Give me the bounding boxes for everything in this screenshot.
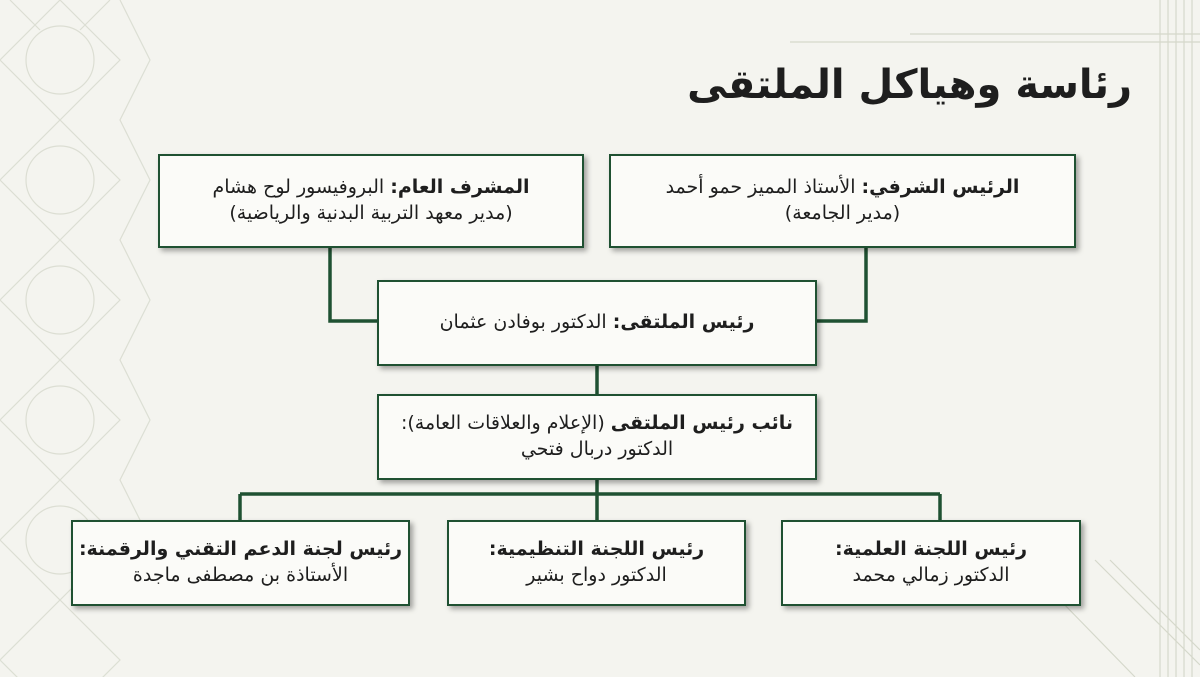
technical-committee-label: رئيس لجنة الدعم التقني والرقمنة: xyxy=(78,538,403,561)
vice-president-label: نائب رئيس الملتقى xyxy=(610,412,794,435)
vice-president-line xyxy=(401,411,793,437)
scientific-committee-name: الدكتور زمالي محمد xyxy=(852,564,1010,586)
organizing-committee-name: الدكتور دواح بشير xyxy=(526,564,667,586)
forum-president-line xyxy=(440,310,755,336)
forum-president-box xyxy=(377,280,817,366)
vice-president-detail: (الإعلام والعلاقات العامة): xyxy=(400,412,605,435)
technical-committee-name: الأستاذة بن مصطفى ماجدة xyxy=(132,564,349,586)
vice-president-name: الدكتور دربال فتحي xyxy=(520,438,674,460)
scientific-committee-box xyxy=(781,520,1081,606)
honorary-president-name: الأستاذ المميز حمو أحمد xyxy=(665,176,856,199)
technical-committee-box xyxy=(71,520,410,606)
forum-president-name: الدكتور بوفادن عثمان xyxy=(439,311,607,334)
organizing-committee-box xyxy=(447,520,746,606)
general-supervisor-name: البروفيسور لوح هشام xyxy=(212,176,385,199)
general-supervisor-role: (مدير معهد التربية البدنية والرياضية) xyxy=(229,202,513,224)
general-supervisor-label: المشرف العام: xyxy=(390,176,530,199)
honorary-president-label: الرئيس الشرفي: xyxy=(861,176,1020,199)
vice-president-box xyxy=(377,394,817,480)
scientific-committee-label: رئيس اللجنة العلمية: xyxy=(834,538,1028,561)
general-supervisor-line xyxy=(213,175,530,201)
connector-honorary-president xyxy=(816,248,866,321)
honorary-president-line xyxy=(666,175,1020,201)
organizing-committee-label: رئيس اللجنة التنظيمية: xyxy=(488,538,705,561)
connector-vice-committees xyxy=(240,480,940,521)
page-title: رئاسة وهياكل الملتقى xyxy=(687,62,1132,108)
honorary-president-box xyxy=(609,154,1076,248)
connector-supervisor-president xyxy=(330,248,378,321)
honorary-president-role: (مدير الجامعة) xyxy=(784,202,901,224)
forum-president-label: رئيس الملتقى: xyxy=(612,311,755,334)
general-supervisor-box xyxy=(158,154,584,248)
